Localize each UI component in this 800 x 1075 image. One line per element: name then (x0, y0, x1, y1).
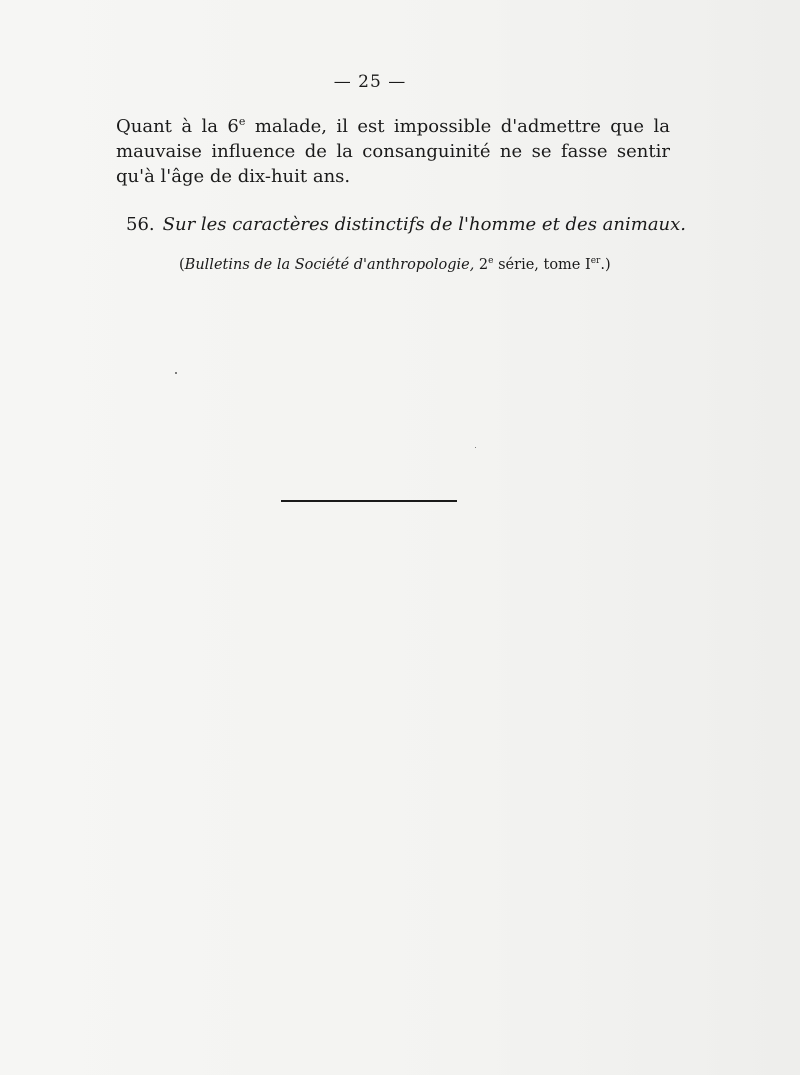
page-number: — 25 — (333, 72, 407, 92)
citation-close: .) (600, 257, 611, 273)
citation-tome-superscript: er (590, 256, 601, 267)
paragraph-text-rest: malade, il est impossible d'admettre que la mauvaise influence de la consanguinité ne se fasse sentir qu'à l'âge de dix-huit ans. (116, 116, 670, 187)
paragraph-text-start: Quant à la 6 (116, 116, 239, 137)
entry-number: 56. (126, 214, 155, 235)
citation-source: Bulletins de la Société d'anthropologie, (184, 257, 475, 273)
entry-title: Sur les caractères distinctifs de l'homme et des animaux. (162, 214, 687, 235)
body-paragraph (116, 114, 670, 189)
paper-speck (175, 372, 177, 374)
citation-series-rest: série, tome I (493, 257, 591, 273)
citation-open: ( (179, 257, 185, 273)
section-divider (281, 500, 457, 502)
citation-series-superscript: e (488, 256, 494, 267)
citation-series-number: 2 (474, 257, 489, 273)
paragraph-superscript: e (238, 115, 246, 128)
paper-speck (475, 447, 476, 448)
entry-citation (179, 257, 611, 273)
bibliography-entry (126, 214, 686, 235)
